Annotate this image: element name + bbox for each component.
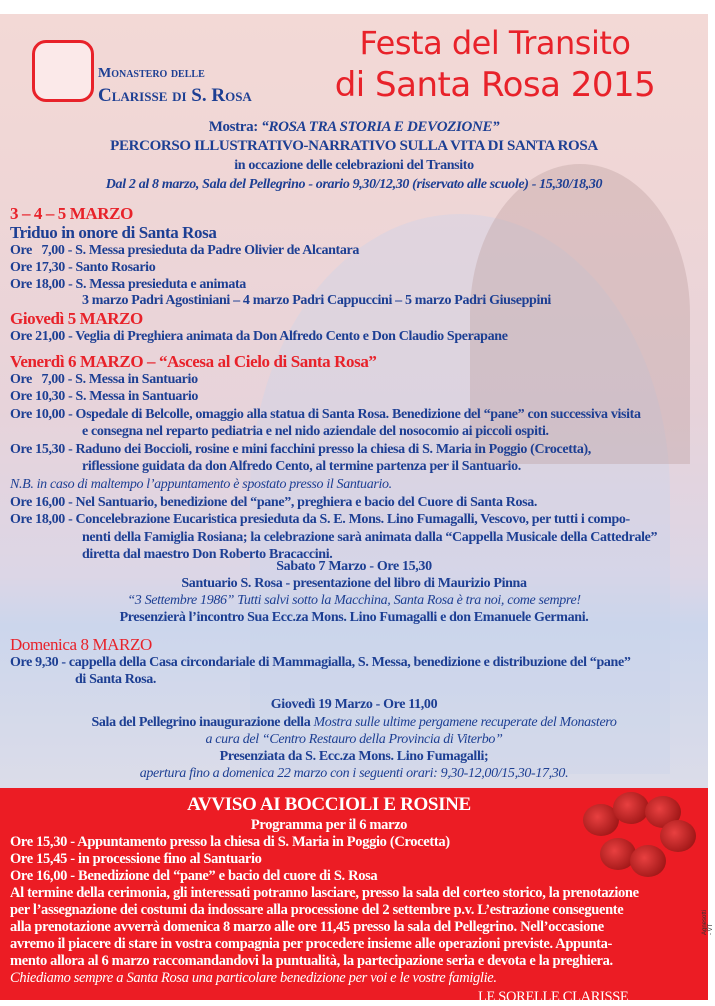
- venerdi-note: N.B. in caso di maltempo l’appuntamento è spostato presso il Santuario.: [10, 477, 392, 492]
- title-line-1: Festa del Transito: [359, 24, 631, 62]
- avviso-line: per l’assegnazione dei costumi da indossare alla processione del 2 settembre p.v. L’estrazione conseguente: [10, 902, 624, 918]
- avviso-subheading: Programma per il 6 marzo: [250, 817, 408, 833]
- venerdi-line: Ore 10,30 - S. Messa in Santuario: [10, 389, 199, 404]
- domenica-heading: Domenica 8 MARZO: [10, 635, 152, 654]
- monastery-crest-logo: [32, 40, 94, 102]
- avviso-line: Ore 15,30 - Appuntamento presso la chiesa di S. Maria in Poggio (Crocetta): [10, 834, 450, 850]
- venerdi-line: riflessione guidata da don Alfredo Cento, al termine partenza per il Santuario.: [82, 459, 521, 474]
- giovedi-heading: Giovedì 5 MARZO: [10, 309, 143, 328]
- giovedi-line: Ore 21,00 - Veglia di Preghiera animata da Don Alfredo Cento e Don Claudio Sperapane: [10, 329, 508, 344]
- triduo-line: Ore 7,00 - S. Messa presieduta da Padre Olivier de Alcantara: [10, 243, 360, 258]
- poster-title: [300, 22, 690, 106]
- giovedi19-text: Sala del Pellegrino inaugurazione della: [91, 715, 314, 730]
- exhibit-name: “ROSA TRA STORIA E DEVOZIONE”: [261, 119, 500, 135]
- avviso-line: Ore 15,45 - in processione fino al Santuario: [10, 851, 262, 867]
- sabato-heading: Sabato 7 Marzo - Ore 15,30: [276, 559, 432, 574]
- venerdi-line: e consegna nel reparto pediatria e nel nido aziendale del nosocomio ai piccoli ospiti.: [82, 424, 549, 439]
- giovedi19-line: a cura del “Centro Restauro della Provincia di Viterbo”: [205, 732, 503, 747]
- giovedi19-line: apertura fino a domenica 22 marzo con i seguenti orari: 9,30-12,00/15,30-17,30.: [139, 766, 569, 781]
- avviso-closing: Chiediamo sempre a Santa Rosa una particolare benedizione per voi e le vostre famiglie.: [10, 970, 497, 986]
- avviso-signature: LE SORELLE CLARISSE: [478, 989, 629, 1005]
- org-line-2: Clarisse di S. Rosa: [98, 85, 252, 106]
- triduo-subheading: Triduo in onore di Santa Rosa: [10, 223, 217, 242]
- giovedi19-exhibit: Mostra sulle ultime pergamene recuperate del Monastero: [313, 715, 617, 730]
- exhibit-title: [0, 119, 708, 136]
- avviso-line: alla prenotazione avverrà domenica 8 marzo alle ore 11,45 presso la sala del Pellegrino. Nell’occasione: [10, 919, 604, 935]
- sabato-line: Santuario S. Rosa - presentazione del libro di Maurizio Pinna: [181, 576, 527, 591]
- sabato-line: Presenzierà l’incontro Sua Ecc.za Mons. Lino Fumagalli e don Emanuele Germani.: [119, 610, 589, 625]
- venerdi-heading: Venerdì 6 MARZO – “Ascesa al Cielo di Santa Rosa”: [10, 352, 377, 371]
- triduo-heading: 3 – 4 – 5 MARZO: [10, 204, 133, 223]
- exhibit-schedule: Dal 2 al 8 marzo, Sala del Pellegrino - orario 9,30/12,30 (riservato alle scuole) - 15,30/18,30: [105, 177, 603, 192]
- domenica-line: Ore 9,30 - cappella della Casa circondariale di Mammagialla, S. Messa, benedizione e distribuzione del “pane”: [10, 655, 631, 670]
- triduo-line: Ore 18,00 - S. Messa presieduta e animata: [10, 277, 246, 292]
- avviso-heading: AVVISO AI BOCCIOLI E ROSINE: [187, 794, 471, 815]
- exhibit-subtitle: PERCORSO ILLUSTRATIVO-NARRATIVO SULLA VITA DI SANTA ROSA: [110, 138, 598, 154]
- avviso-line: avremo il piacere di stare in vostra compagnia per procedere insieme alle operazioni previste. Appunta-: [10, 936, 613, 952]
- venerdi-line: Ore 7,00 - S. Messa in Santuario: [10, 372, 198, 387]
- domenica-line: di Santa Rosa.: [75, 672, 157, 687]
- triduo-line: Ore 17,30 - Santo Rosario: [10, 260, 156, 275]
- giovedi19-line: Presenziata da S. Ecc.za Mons. Lino Fumagalli;: [219, 749, 489, 764]
- avviso-line: Ore 16,00 - Benedizione del “pane” e bacio del cuore di S. Rosa: [10, 868, 378, 884]
- printer-credit: Agnesotti - VT: [702, 909, 714, 935]
- venerdi-line: diretta dal maestro Don Roberto Bracaccini.: [82, 547, 333, 562]
- giovedi19-line: [0, 714, 708, 731]
- triduo-line: 3 marzo Padri Agostiniani – 4 marzo Padri Cappuccini – 5 marzo Padri Giuseppini: [82, 293, 551, 308]
- avviso-line: mento allora al 6 marzo raccomandandovi la puntualità, la partecipazione seria e devota e la preghiera.: [10, 953, 613, 969]
- org-line-1: Monastero delle: [98, 66, 205, 81]
- venerdi-line: Ore 18,00 - Concelebrazione Eucaristica presieduta da S. E. Mons. Lino Fumagalli, Vescovo, per tutti i compo-: [10, 512, 630, 527]
- venerdi-line: Ore 16,00 - Nel Santuario, benedizione del “pane”, preghiera e bacio del Cuore di Santa Rosa.: [10, 495, 538, 510]
- title-line-2: di Santa Rosa 2015: [334, 65, 656, 105]
- venerdi-line: nenti della Famiglia Rosiana; la celebrazione sarà animata dalla “Cappella Musicale della Cattedrale”: [82, 530, 658, 545]
- exhibit-label: Mostra:: [208, 119, 262, 135]
- organization-name: [98, 63, 252, 107]
- venerdi-line: Ore 15,30 - Raduno dei Boccioli, rosine e mini facchini presso la chiesa di S. Maria in Poggio (Crocetta),: [10, 442, 591, 457]
- avviso-line: Al termine della cerimonia, gli interessati potranno lasciare, presso la sala del corteo storico, la prenotazione: [10, 885, 639, 901]
- giovedi19-heading: Giovedì 19 Marzo - Ore 11,00: [270, 697, 438, 712]
- sabato-line: “3 Settembre 1986” Tutti salvi sotto la Macchina, Santa Rosa è tra noi, come sempre!: [127, 593, 581, 608]
- exhibit-occasion: in occazione delle celebrazioni del Transito: [234, 158, 474, 173]
- venerdi-line: Ore 10,00 - Ospedale di Belcolle, omaggio alla statua di Santa Rosa. Benedizione del “pane” con successiva visita: [10, 407, 641, 422]
